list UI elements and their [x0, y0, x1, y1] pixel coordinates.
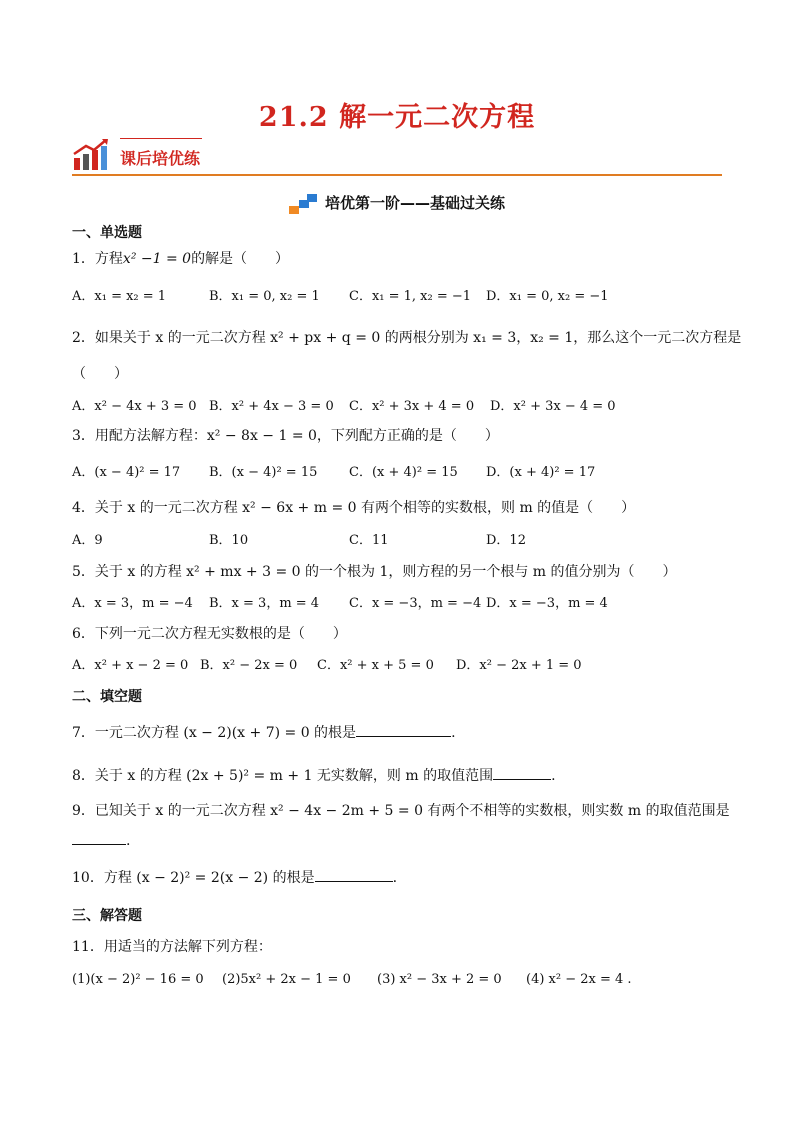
q5-option-a[interactable]: A．x = 3，m = −4: [72, 596, 193, 611]
q4-option-a[interactable]: A．9: [72, 533, 103, 548]
question-9: 9．已知关于 x 的一元二次方程 x² − 4x − 2m + 5 = 0 有两个不相等的实数根，则实数 m 的取值范围是: [72, 803, 730, 819]
q6-option-a[interactable]: A．x² + x − 2 = 0: [72, 658, 189, 673]
page-title: 21.2 解一元二次方程: [258, 102, 536, 133]
q1-stem-pre: 1．方程: [72, 251, 123, 267]
level-banner: [0, 192, 794, 214]
q1-option-a[interactable]: A．x₁ = x₂ = 1: [72, 289, 167, 304]
question-8: [72, 765, 556, 785]
q1-equation: x² −1 = 0: [122, 251, 192, 267]
q11-part-3: (3) x² − 3x + 2 = 0: [377, 972, 502, 987]
section-heading-solve: 三、解答题: [72, 908, 142, 924]
q11-part-1: (1)(x − 2)² − 16 = 0: [72, 972, 204, 987]
q7-period: .: [451, 725, 456, 741]
q10-stem: 10．方程 (x − 2)² = 2(x − 2) 的根是: [72, 870, 315, 886]
q6-option-b[interactable]: B．x² − 2x = 0: [200, 658, 298, 673]
question-7: [72, 722, 456, 742]
q4-option-b[interactable]: B．10: [209, 533, 249, 548]
q2-option-b[interactable]: B．x² + 4x − 3 = 0: [209, 399, 334, 414]
level-banner-label: 培优第一阶——基础过关练: [324, 194, 505, 212]
stairs-icon: [289, 194, 319, 214]
q4-option-d[interactable]: D．12: [486, 533, 526, 548]
q1-option-b[interactable]: B．x₁ = 0, x₂ = 1: [209, 289, 320, 304]
q6-option-d[interactable]: D．x² − 2x + 1 = 0: [456, 658, 582, 673]
question-11: 11．用适当的方法解下列方程：: [72, 939, 272, 955]
brand-label: 课后培优练: [120, 149, 201, 168]
q1-option-d[interactable]: D．x₁ = 0, x₂ = −1: [486, 289, 609, 304]
q10-period: .: [392, 870, 398, 886]
section-heading-choice: 一、单选题: [72, 225, 142, 241]
q2-option-d[interactable]: D．x² + 3x − 4 = 0: [490, 399, 616, 414]
q4-option-c[interactable]: C．11: [349, 533, 389, 548]
q11-part-4: (4) x² − 2x = 4 .: [526, 972, 632, 987]
question-2-paren: （ ）: [72, 366, 128, 382]
header-divider: [72, 174, 722, 176]
q7-stem: 7．一元二次方程 (x − 2)(x + 7) = 0 的根是: [72, 725, 357, 741]
question-10: [72, 867, 397, 887]
q8-answer-blank[interactable]: [493, 769, 551, 780]
bar-chart-arrow-icon: [72, 138, 112, 172]
q2-option-a[interactable]: A．x² − 4x + 3 = 0: [72, 399, 197, 414]
q8-period: .: [551, 768, 556, 784]
q10-answer-blank[interactable]: [315, 871, 393, 882]
question-1: [72, 248, 289, 268]
brand-header: [72, 138, 201, 174]
q3-option-a[interactable]: A．(x − 4)² = 17: [72, 465, 181, 480]
q9-answer-blank[interactable]: [72, 834, 126, 845]
q5-option-d[interactable]: D．x = −3，m = 4: [486, 596, 608, 611]
q2-option-c[interactable]: C．x² + 3x + 4 = 0: [349, 399, 475, 414]
section-heading-fill: 二、填空题: [72, 689, 142, 705]
question-5: 5．关于 x 的方程 x² + mx + 3 = 0 的一个根为 1，则方程的另一个根与 m 的值分别为（ ）: [72, 564, 677, 580]
q3-option-b[interactable]: B．(x − 4)² = 15: [209, 465, 318, 480]
question-9-line2: [72, 833, 130, 849]
q5-option-c[interactable]: C．x = −3，m = −4: [349, 596, 482, 611]
q11-part-2: (2)5x² + 2x − 1 = 0: [222, 972, 351, 987]
question-3: 3．用配方法解方程：x² − 8x − 1 = 0，下列配方正确的是（ ）: [72, 428, 499, 444]
brand-underline: [120, 138, 202, 139]
question-6: 6．下列一元二次方程无实数根的是（ ）: [72, 626, 347, 642]
q9-period: .: [126, 833, 131, 849]
q3-option-d[interactable]: D．(x + 4)² = 17: [486, 465, 596, 480]
q7-answer-blank[interactable]: [356, 726, 451, 737]
q1-stem-post: 的解是（ ）: [191, 251, 290, 267]
q8-stem: 8．关于 x 的方程 (2x + 5)² = m + 1 无实数解，则 m 的取值范围: [72, 768, 494, 784]
question-2: 2．如果关于 x 的一元二次方程 x² + px + q = 0 的两根分别为 x₁ = 3，x₂ = 1，那么这个一元二次方程是: [72, 330, 742, 346]
q6-option-c[interactable]: C．x² + x + 5 = 0: [317, 658, 434, 673]
q5-option-b[interactable]: B．x = 3，m = 4: [209, 596, 320, 611]
question-4: 4．关于 x 的一元二次方程 x² − 6x + m = 0 有两个相等的实数根，则 m 的值是（ ）: [72, 500, 636, 516]
q3-option-c[interactable]: C．(x + 4)² = 15: [349, 465, 458, 480]
q1-option-c[interactable]: C．x₁ = 1, x₂ = −1: [349, 289, 472, 304]
